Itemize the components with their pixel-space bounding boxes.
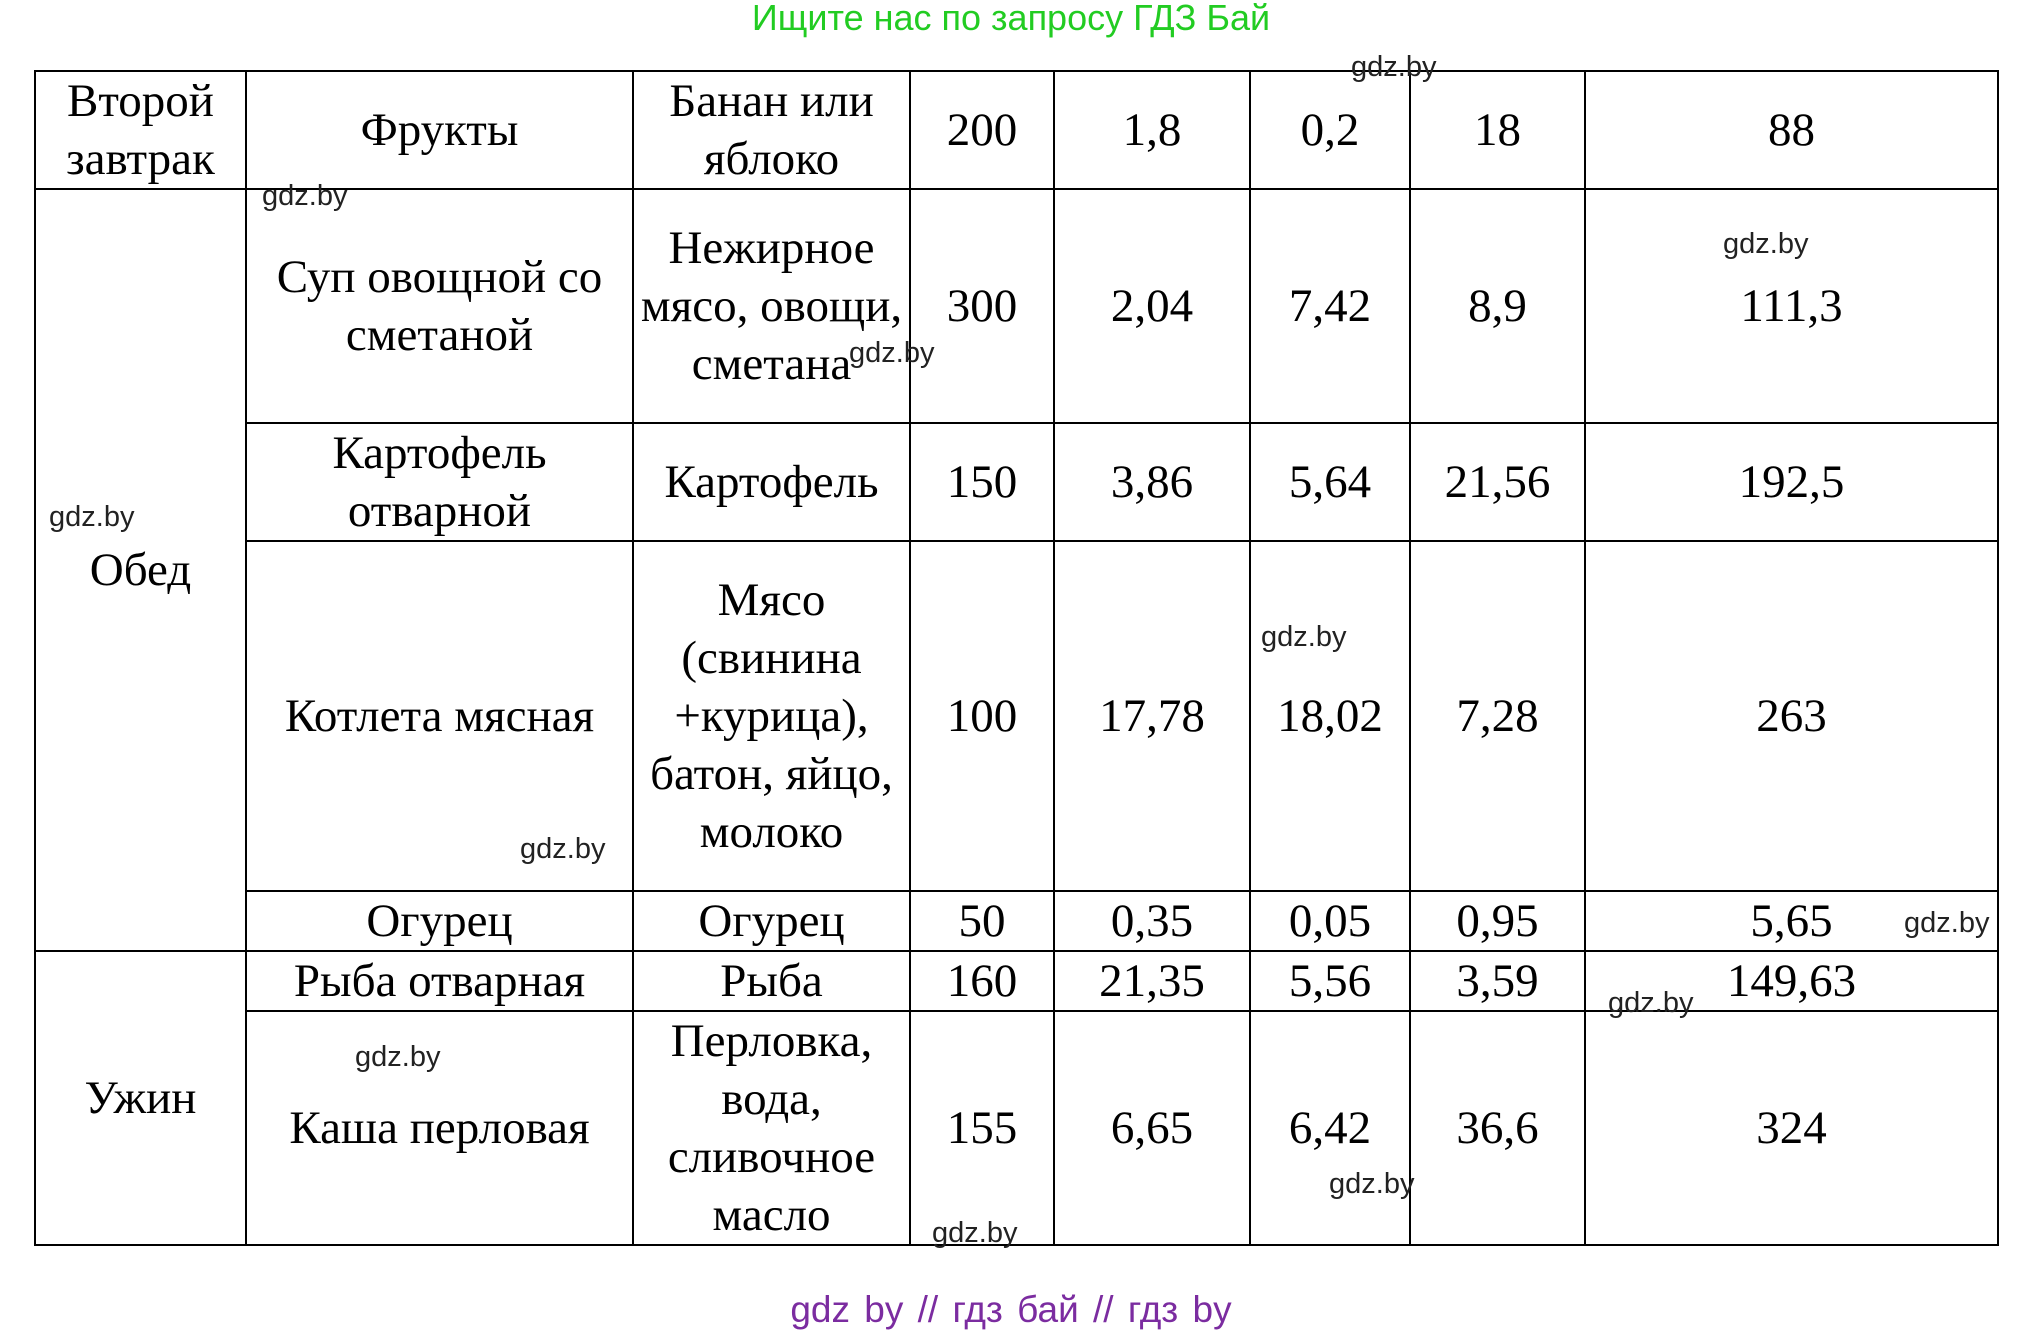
table-row: [35, 541, 1998, 891]
table-row: [35, 1011, 1998, 1245]
watermark-label: gdz.by: [262, 180, 348, 212]
ingredients-cell: Нежирное мясо, овощи, сметана: [633, 189, 910, 423]
table-row: [35, 423, 1998, 541]
mass-cell: 200: [910, 71, 1054, 189]
carbs-cell: 8,9: [1410, 189, 1585, 423]
site-banner: Ищите нас по запросу ГДЗ Бай: [751, 0, 1271, 38]
watermark-label: gdz.by: [1351, 51, 1437, 83]
dish-cell: Рыба отварная: [246, 951, 633, 1011]
kcal-cell: 263: [1585, 541, 1998, 891]
table-row: [35, 71, 1998, 189]
proteins-cell: 6,65: [1054, 1011, 1250, 1245]
fats-cell: 0,05: [1250, 891, 1410, 951]
ingredients-cell: Перловка, вода, сливочное масло: [633, 1011, 910, 1245]
carbs-cell: 18: [1410, 71, 1585, 189]
carbs-cell: 0,95: [1410, 891, 1585, 951]
proteins-cell: 3,86: [1054, 423, 1250, 541]
kcal-cell: 5,65: [1585, 891, 1998, 951]
watermark-label: gdz.by: [1904, 907, 1990, 939]
ingredients-cell: Рыба: [633, 951, 910, 1011]
proteins-cell: 0,35: [1054, 891, 1250, 951]
kcal-cell: 149,63: [1585, 951, 1998, 1011]
mass-cell: 300: [910, 189, 1054, 423]
kcal-cell: 192,5: [1585, 423, 1998, 541]
mass-cell: 150: [910, 423, 1054, 541]
dish-cell: Картофель отварной: [246, 423, 633, 541]
dish-cell: Котлета мясная: [246, 541, 633, 891]
table-row: [35, 891, 1998, 951]
kcal-cell: 111,3: [1585, 189, 1998, 423]
meal-cell: Второй завтрак: [35, 71, 246, 189]
carbs-cell: 7,28: [1410, 541, 1585, 891]
mass-cell: 155: [910, 1011, 1054, 1245]
dish-cell: Фрукты: [246, 71, 633, 189]
ingredients-cell: Банан или яблоко: [633, 71, 910, 189]
site-footer: gdz by // гдз бай // гдз by: [790, 1289, 1232, 1330]
carbs-cell: 3,59: [1410, 951, 1585, 1011]
fats-cell: 0,2: [1250, 71, 1410, 189]
mass-cell: 160: [910, 951, 1054, 1011]
nutrition-table: [34, 70, 1999, 1249]
proteins-cell: 2,04: [1054, 189, 1250, 423]
watermark-label: gdz.by: [849, 337, 935, 369]
ingredients-cell: Мясо (свинина +курица), батон, яйцо, молоко: [633, 541, 910, 891]
watermark-label: gdz.by: [520, 833, 606, 865]
carbs-cell: 21,56: [1410, 423, 1585, 541]
mass-cell: 100: [910, 541, 1054, 891]
table-row: [35, 189, 1998, 423]
ingredients-cell: Огурец: [633, 891, 910, 951]
kcal-cell: 324: [1585, 1011, 1998, 1245]
dish-cell: Суп овощной со сметаной: [246, 189, 633, 423]
mass-cell: 50: [910, 891, 1054, 951]
fats-cell: 18,02: [1250, 541, 1410, 891]
proteins-cell: 17,78: [1054, 541, 1250, 891]
dish-cell: Каша перловая: [246, 1011, 633, 1245]
kcal-cell: 88: [1585, 71, 1998, 189]
fats-cell: 7,42: [1250, 189, 1410, 423]
watermark-label: gdz.by: [49, 501, 135, 533]
watermark-label: gdz.by: [1329, 1168, 1415, 1200]
fats-cell: 5,56: [1250, 951, 1410, 1011]
carbs-cell: 36,6: [1410, 1011, 1585, 1245]
watermark-label: gdz.by: [1608, 987, 1694, 1019]
meal-cell: Обед: [35, 189, 246, 951]
watermark-label: gdz.by: [355, 1041, 441, 1073]
meal-cell: Ужин: [35, 951, 246, 1245]
fats-cell: 6,42: [1250, 1011, 1410, 1245]
fats-cell: 5,64: [1250, 423, 1410, 541]
watermark-label: gdz.by: [932, 1217, 1018, 1249]
table-row: [35, 951, 1998, 1011]
proteins-cell: 21,35: [1054, 951, 1250, 1011]
dish-cell: Огурец: [246, 891, 633, 951]
ingredients-cell: Картофель: [633, 423, 910, 541]
watermark-label: gdz.by: [1261, 621, 1347, 653]
watermark-label: gdz.by: [1723, 228, 1809, 260]
proteins-cell: 1,8: [1054, 71, 1250, 189]
